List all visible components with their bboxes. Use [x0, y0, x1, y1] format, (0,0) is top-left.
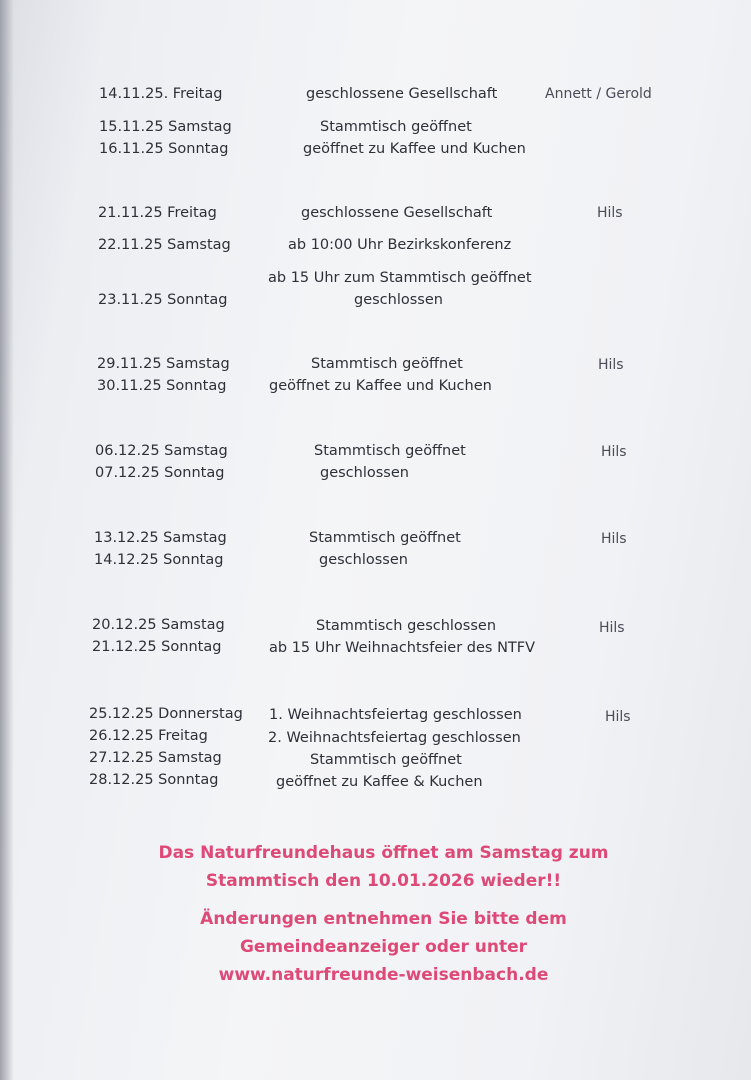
schedule-event: Stammtisch geöffnet	[309, 530, 461, 546]
schedule-date: 25.12.25 Donnerstag	[89, 706, 243, 722]
schedule-date: 13.12.25 Samstag	[94, 530, 227, 546]
schedule-note: Hils	[601, 444, 627, 460]
schedule-event: geöffnet zu Kaffee und Kuchen	[303, 141, 526, 157]
schedule-event: Stammtisch geöffnet	[314, 443, 466, 459]
schedule-date: 30.11.25 Sonntag	[97, 378, 227, 394]
schedule-date: 06.12.25 Samstag	[95, 443, 228, 459]
schedule-event: ab 10:00 Uhr Bezirkskonferenz	[288, 237, 512, 253]
schedule-note: Hils	[598, 357, 624, 373]
schedule-note: Hils	[597, 205, 623, 221]
schedule-date: 28.12.25 Sonntag	[89, 772, 219, 788]
website-url: www.naturfreunde-weisenbach.de	[218, 965, 549, 985]
schedule-event: Stammtisch geöffnet	[310, 752, 462, 768]
schedule-note: Hils	[605, 709, 631, 725]
schedule-date: 20.12.25 Samstag	[92, 617, 225, 633]
schedule-date: 21.12.25 Sonntag	[92, 639, 222, 655]
schedule-event: ab 15 Uhr Weihnachtsfeier des NTFV	[269, 640, 536, 656]
schedule-event: geschlossen	[319, 552, 408, 568]
schedule-date: 15.11.25 Samstag	[99, 119, 232, 135]
changes-notice-source: Gemeindeanzeiger oder unter	[239, 937, 528, 957]
schedule-event: geschlossene Gesellschaft	[306, 86, 498, 102]
schedule-date: 23.11.25 Sonntag	[98, 292, 228, 308]
schedule-date: 16.11.25 Sonntag	[99, 141, 229, 157]
schedule-note: Annett / Gerold	[545, 86, 652, 102]
schedule-event: 1. Weihnachtsfeiertag geschlossen	[269, 707, 522, 723]
schedule-event: Stammtisch geöffnet	[311, 356, 463, 372]
schedule-event: Stammtisch geschlossen	[316, 618, 497, 634]
reopening-notice-date: Stammtisch den 10.01.2026 wieder!!	[205, 871, 562, 891]
schedule-date: 27.12.25 Samstag	[89, 750, 222, 766]
schedule-date: 07.12.25 Sonntag	[95, 465, 225, 481]
schedule-event: ab 15 Uhr zum Stammtisch geöffnet	[268, 270, 532, 286]
schedule-event: geöffnet zu Kaffee & Kuchen	[276, 774, 483, 790]
changes-notice: Änderungen entnehmen Sie bitte dem	[200, 909, 567, 929]
schedule-event: Stammtisch geöffnet	[320, 119, 472, 135]
schedule-date: 29.11.25 Samstag	[97, 356, 230, 372]
schedule-event: geschlossen	[320, 465, 409, 481]
schedule-date: 22.11.25 Samstag	[98, 237, 231, 253]
schedule-event: geöffnet zu Kaffee und Kuchen	[269, 378, 492, 394]
schedule-date: 14.11.25. Freitag	[99, 86, 223, 102]
schedule-note: Hils	[599, 620, 625, 636]
schedule-event: 2. Weihnachtsfeiertag geschlossen	[268, 730, 521, 746]
schedule-note: Hils	[601, 531, 627, 547]
reopening-notice: Das Naturfreundehaus öffnet am Samstag zum	[158, 843, 609, 863]
schedule-event: geschlossene Gesellschaft	[301, 205, 493, 221]
schedule-date: 26.12.25 Freitag	[89, 728, 208, 744]
schedule-date: 14.12.25 Sonntag	[94, 552, 224, 568]
schedule-date: 21.11.25 Freitag	[98, 205, 217, 221]
schedule-event: geschlossen	[354, 292, 443, 308]
